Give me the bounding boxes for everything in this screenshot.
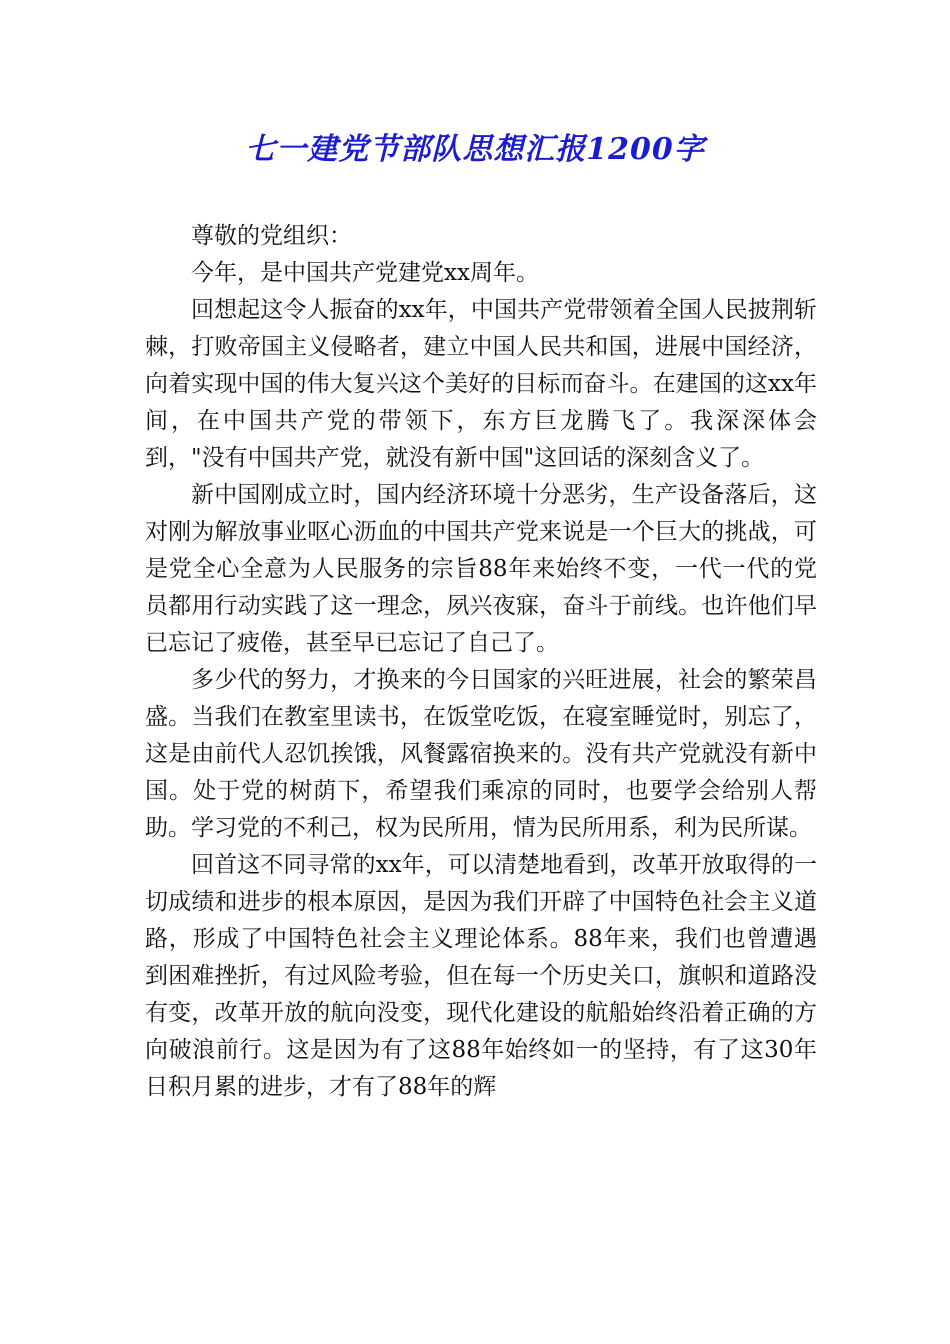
paragraph-4: 多少代的努力，才换来的今日国家的兴旺进展，社会的繁荣昌盛。当我们在教室里读书，在饭堂吃饭，在寝室睡觉时，别忘了，这是由前代人忍饥挨饿，风餐露宿换来的。没有共产党就没有新中国。处于党的树荫下，希望我们乘凉的同时，也要学会给别人帮助。学习党的不利己，权为民所用，情为民所用系，利为民所谋。 (145, 667, 817, 841)
paragraph-3: 新中国刚成立时，国内经济环境十分恶劣，生产设备落后，这对刚为解放事业呕心沥血的中国共产党来说是一个巨大的挑战，可是党全心全意为人民服务的宗旨88年来始终不变，一代一代的党员都用行动实践了这一理念，夙兴夜寐，奋斗于前线。也许他们早已忘记了疲倦，甚至早已忘记了自己了。 (145, 482, 817, 656)
paragraph-2: 回想起这令人振奋的xx年，中国共产党带领着全国人民披荆斩棘，打败帝国主义侵略者，建立中国人民共和国，进展中国经济，向着实现中国的伟大复兴这个美好的目标而奋斗。在建国的这xx年间，在中国共产党的带领下，东方巨龙腾飞了。我深深体会到，"没有中国共产党，就没有新中国"这回话的深刻含义了。 (145, 297, 817, 471)
paragraph-5: 回首这不同寻常的xx年，可以清楚地看到，改革开放取得的一切成绩和进步的根本原因，是因为我们开辟了中国特色社会主义道路，形成了中国特色社会主义理论体系。88年来，我们也曾遭遇到困难挫折，有过风险考验，但在每一个历史关口，旗帜和道路没有变，改革开放的航向没变，现代化建设的航船始终沿着正确的方向破浪前行。这是因为有了这88年始终如一的坚持，有了这30年日积月累的进步，才有了88年的辉 (145, 852, 817, 1100)
paragraph-salutation: 尊敬的党组织： (191, 223, 352, 249)
document-title: 七一建党节部队思想汇报1200字 (245, 132, 705, 167)
paragraph-1: 今年，是中国共产党建党xx周年。 (191, 260, 539, 286)
document-body (145, 218, 817, 1106)
